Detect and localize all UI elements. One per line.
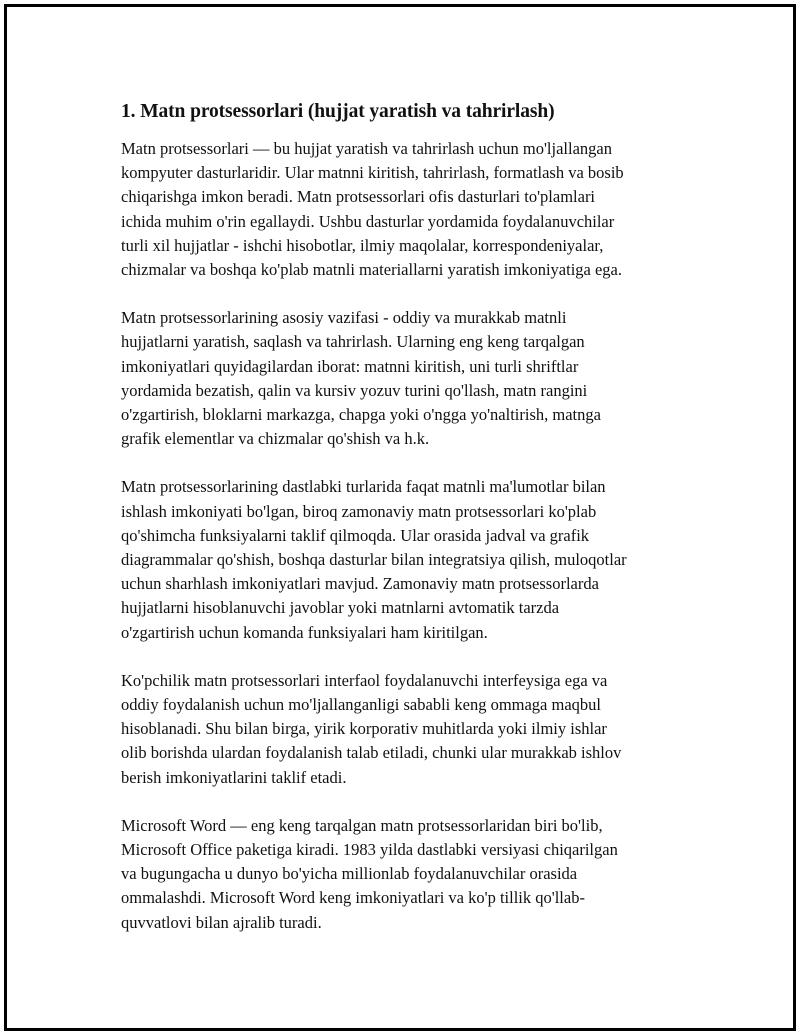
text-line: kompyuter dasturlaridir. Ular matnni kiritish, tahrirlash, formatlash va bosib	[121, 163, 624, 183]
text-line: hujjatlarni yaratish, saqlash va tahrirlash. Ularning eng keng tarqalgan	[121, 332, 585, 352]
text-line: olib borishda ulardan foydalanish talab etiladi, chunki ular murakkab ishlov	[121, 743, 622, 763]
section-heading: 1. Matn protsessorlari (hujjat yaratish va tahrirlash)	[121, 101, 555, 122]
text-line: Microsoft Word — eng keng tarqalgan matn protsessorlaridan biri bo'lib,	[121, 815, 603, 835]
text-line: Matn protsessorlari — bu hujjat yaratish va tahrirlash uchun mo'ljallangan	[121, 139, 612, 158]
paragraph-3	[121, 475, 701, 644]
text-line: chizmalar va boshqa ko'plab matnli materiallarni yaratish imkoniyatiga ega.	[121, 260, 623, 280]
text-line: ishlash imkoniyati bo'lgan, biroq zamonaviy matn protsessorlari ko'plab	[121, 501, 597, 521]
paragraph-5	[121, 814, 701, 935]
text-line: grafik elementlar va chizmalar qo'shish va h.k.	[121, 429, 430, 449]
text-line: imkoniyatlari quyidagilardan iborat: matnni kiritish, uni turli shriftlar	[121, 356, 579, 376]
text-line: quvvatlovi bilan ajralib turadi.	[121, 912, 322, 932]
text-line: ichida muhim o'rin egallaydi. Ushbu dasturlar yordamida foydalanuvchilar	[121, 211, 615, 231]
text-line: Ko'pchilik matn protsessorlari interfaol foydalanuvchi interfeysiga ega va	[121, 670, 608, 690]
text-line: Microsoft Office paketiga kiradi. 1983 yilda dastlabki versiyasi chiqarilgan	[121, 840, 618, 860]
text-line: hisoblanadi. Shu bilan birga, yirik korporativ muhitlarda yoki ilmiy ishlar	[121, 719, 607, 739]
text-line: uchun sharhlash imkoniyatlari mavjud. Zamonaviy matn protsessorlarda	[121, 574, 599, 594]
text-line: hujjatlarni hisoblanuvchi javoblar yoki matnlarni avtomatik tarzda	[121, 598, 560, 618]
document-body	[121, 99, 701, 959]
text-line: Matn protsessorlarining dastlabki turlarida faqat matnli ma'lumotlar bilan	[121, 477, 606, 497]
text-line: ommalashdi. Microsoft Word keng imkoniyatlari va ko'p tillik qo'llab-	[121, 888, 585, 908]
text-line: va bugungacha u dunyo bo'yicha millionlab foydalanuvchilar orasida	[121, 864, 578, 884]
text-line: diagrammalar qo'shish, boshqa dasturlar bilan integratsiya qilish, muloqotlar	[121, 550, 627, 570]
text-line: turli xil hujjatlar - ishchi hisobotlar, ilmiy maqolalar, korrespondeniyalar,	[121, 235, 604, 255]
text-line: qo'shimcha funksiyalarni taklif qilmoqda. Ular orasida jadval va grafik	[121, 525, 590, 545]
paragraph-4	[121, 669, 701, 790]
paragraph-2	[121, 306, 701, 451]
text-line: yordamida bezatish, qalin va kursiv yozuv turini qo'llash, matn rangini	[121, 380, 588, 400]
paragraph-1	[121, 137, 701, 282]
text-line: o'zgartirish, bloklarni markazga, chapga yoki o'ngga yo'naltirish, matnga	[121, 405, 601, 425]
text-line: oddiy foydalanish uchun mo'ljallanganligi sababli keng ommaga maqbul	[121, 695, 601, 715]
text-line: berish imkoniyatlarini taklif etadi.	[121, 767, 347, 787]
text-line: o'zgartirish uchun komanda funksiyalari ham kiritilgan.	[121, 622, 488, 642]
text-line: chiqarishga imkon beradi. Matn protsessorlari ofis dasturlari to'plamlari	[121, 187, 596, 207]
text-line: Matn protsessorlarining asosiy vazifasi - oddiy va murakkab matnli	[121, 308, 567, 328]
page-frame	[4, 4, 796, 1031]
